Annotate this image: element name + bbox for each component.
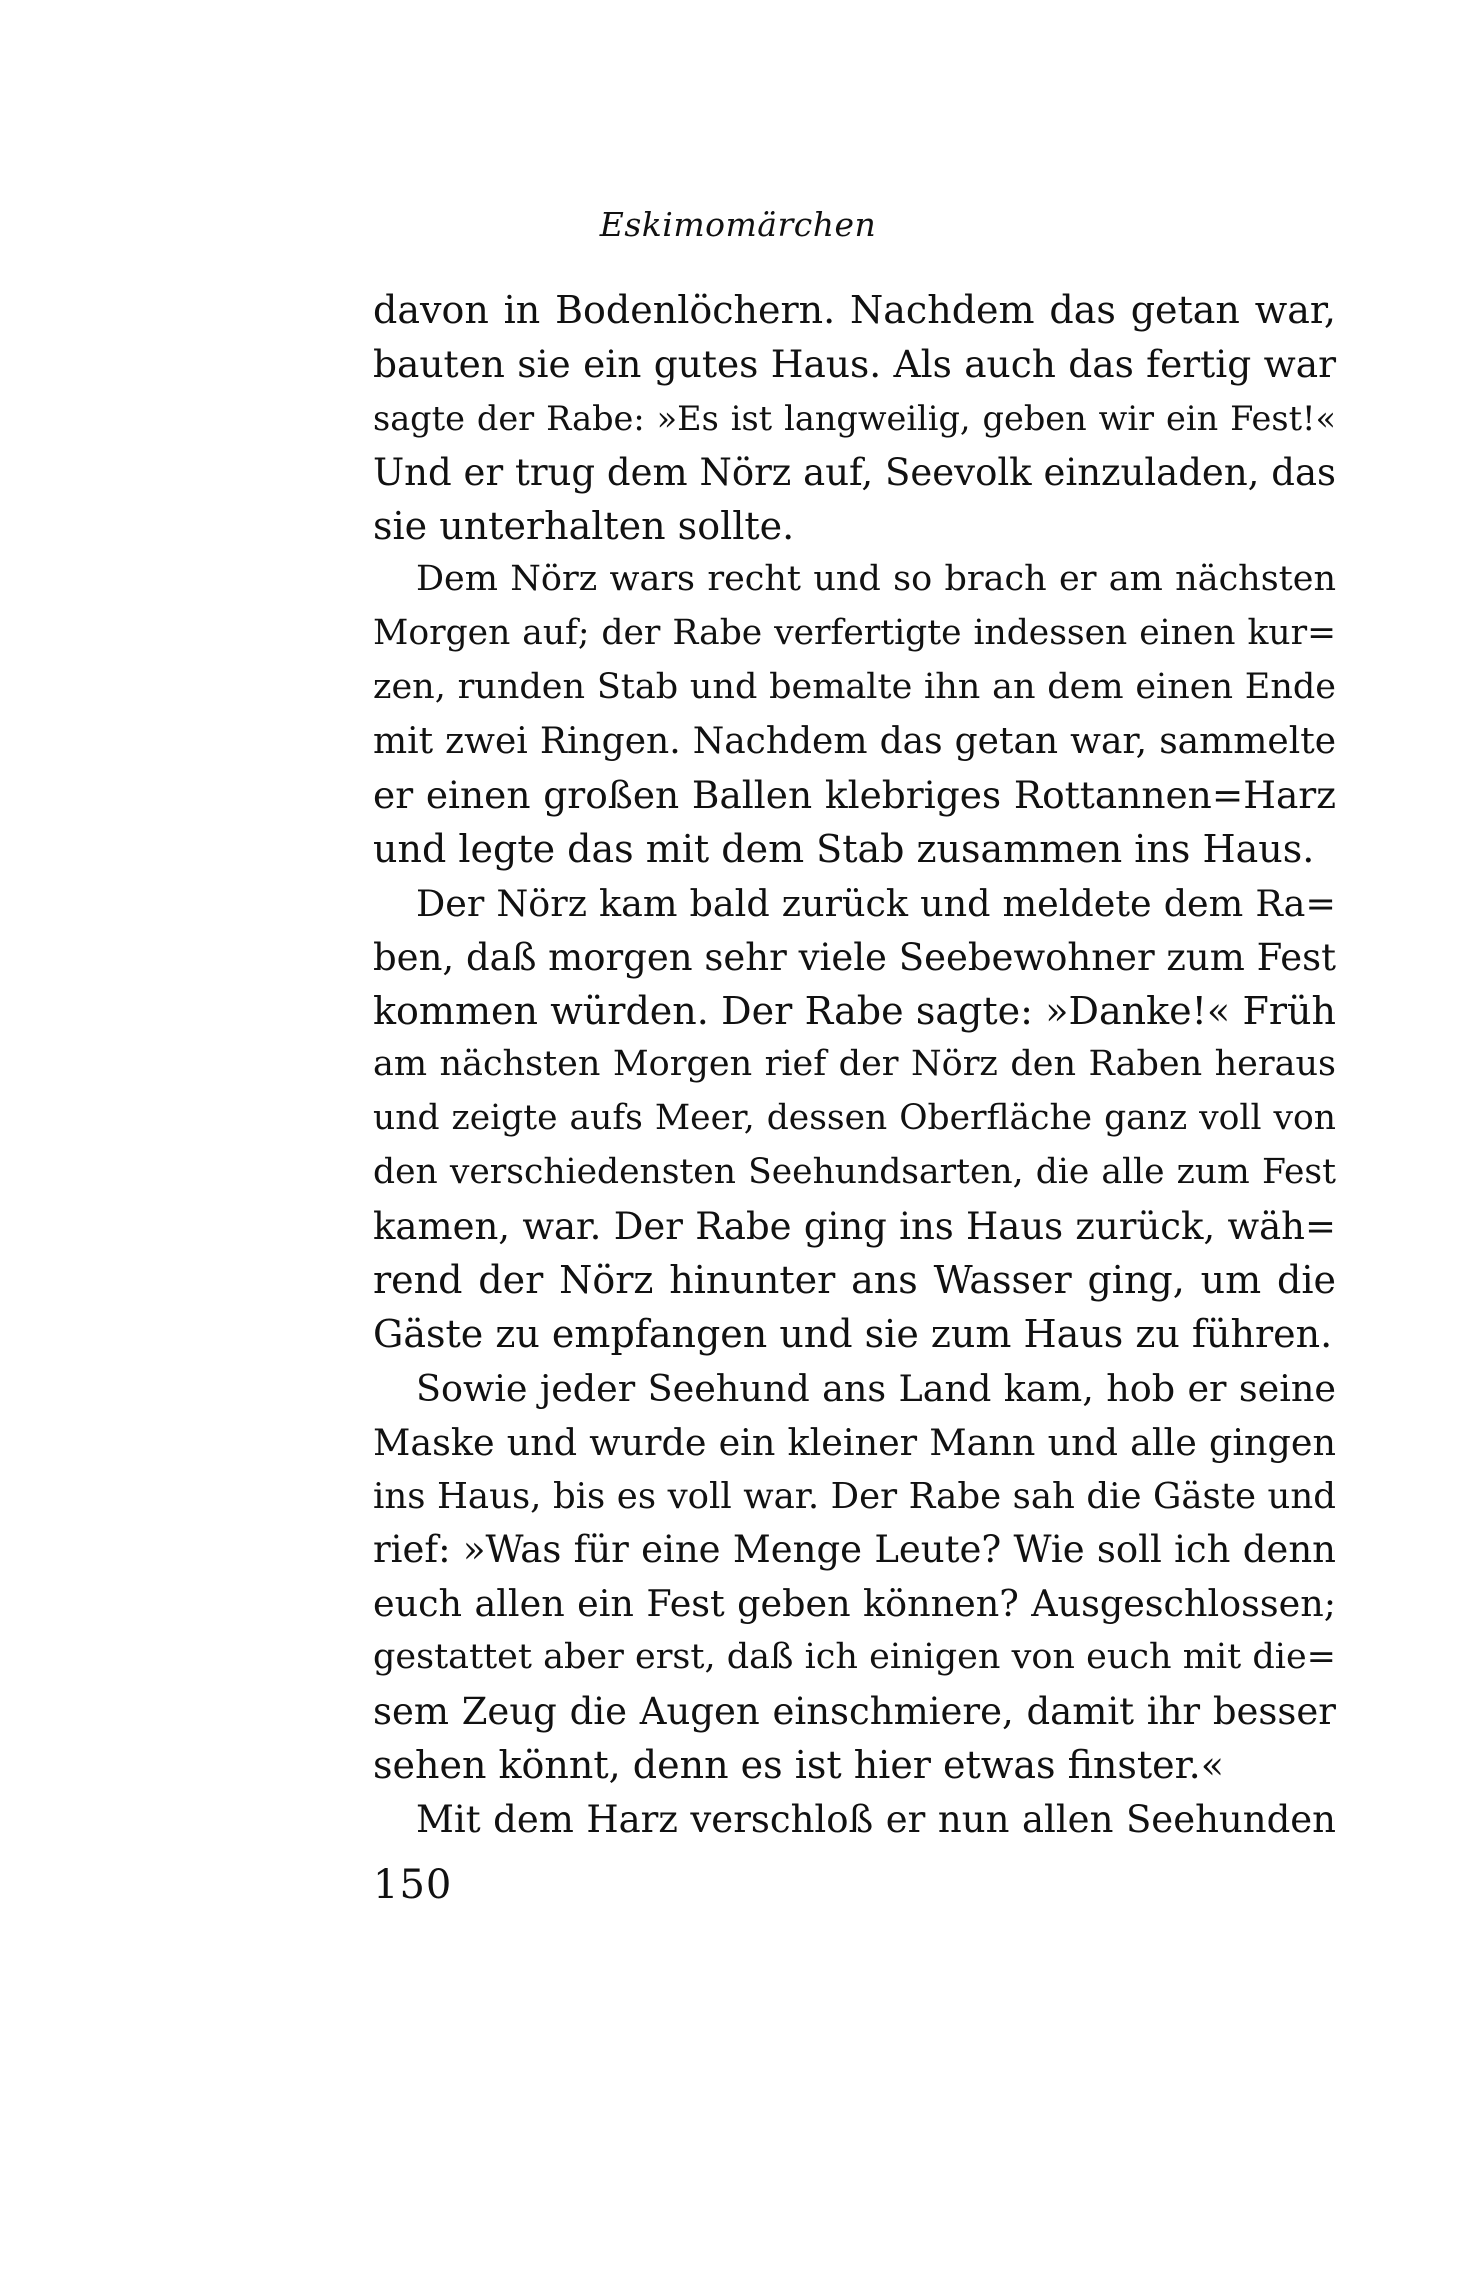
text-line: sie unterhalten sollte. <box>373 503 795 548</box>
text-line: Gäste zu empfangen und sie zum Haus zu führen. <box>373 1311 1333 1356</box>
text-line: und legte das mit dem Stab zusammen ins Haus. <box>373 826 1315 871</box>
running-head: Eskimomärchen <box>599 205 877 244</box>
body-text <box>373 284 1336 1847</box>
text-line: sehen könnt, denn es ist hier etwas finster.« <box>373 1743 1224 1788</box>
text-line: Maske und wurde ein kleiner Mann und alle gingen <box>373 1420 1336 1464</box>
text-line: kommen würden. Der Rabe sagte: »Danke!« Früh <box>373 988 1336 1033</box>
text-line: ins Haus, bis es voll war. Der Rabe sah die Gäste und <box>373 1475 1336 1517</box>
text-line: bauten sie ein gutes Haus. Als auch das fertig war <box>373 341 1336 386</box>
text-line: sagte der Rabe: »Es ist langweilig, geben wir ein Fest!« <box>373 398 1336 438</box>
page-number: 150 <box>373 1862 453 1908</box>
text-line: den verschiedensten Seehundsarten, die alle zum Fest <box>373 1152 1336 1193</box>
text-line: euch allen ein Fest geben können? Ausgeschlossen; <box>373 1582 1336 1626</box>
text-line: sem Zeug die Augen einschmiere, damit ihr besser <box>373 1690 1336 1734</box>
paragraph-first-line: Der Nörz kam bald zurück und meldete dem Ra= <box>416 881 1336 925</box>
paragraph-first-line: Dem Nörz wars recht und so brach er am nächsten <box>416 559 1336 600</box>
text-line: rief: »Was für eine Menge Leute? Wie soll ich denn <box>373 1528 1336 1572</box>
text-line: kamen, war. Der Rabe ging ins Haus zurück, wäh= <box>373 1205 1336 1249</box>
paragraph-first-line: Sowie jeder Seehund ans Land kam, hob er seine <box>416 1366 1336 1410</box>
paragraph-first-line: Mit dem Harz verschloß er nun allen Seehunden <box>416 1797 1336 1841</box>
text-line: mit zwei Ringen. Nachdem das getan war, sammelte <box>373 721 1336 763</box>
text-line: davon in Bodenlöchern. Nachdem das getan war, <box>373 288 1336 332</box>
text-line: und zeigte aufs Meer, dessen Oberfläche ganz voll von <box>373 1098 1336 1139</box>
text-line: gestattet aber erst, daß ich einigen von euch mit die= <box>373 1637 1336 1678</box>
text-line: Morgen auf; der Rabe verfertigte indessen einen kur= <box>373 613 1336 654</box>
text-line: zen, runden Stab und bemalte ihn an dem einen Ende <box>373 667 1336 708</box>
text-line: rend der Nörz hinunter ans Wasser ging, um die <box>373 1258 1336 1303</box>
text-line: am nächsten Morgen rief der Nörz den Raben heraus <box>373 1044 1336 1085</box>
text-line: Und er trug dem Nörz auf, Seevolk einzuladen, das <box>373 450 1336 494</box>
text-line: er einen großen Ballen klebriges Rottannen=Harz <box>373 773 1336 818</box>
text-line: ben, daß morgen sehr viele Seebewohner zum Fest <box>373 935 1336 979</box>
